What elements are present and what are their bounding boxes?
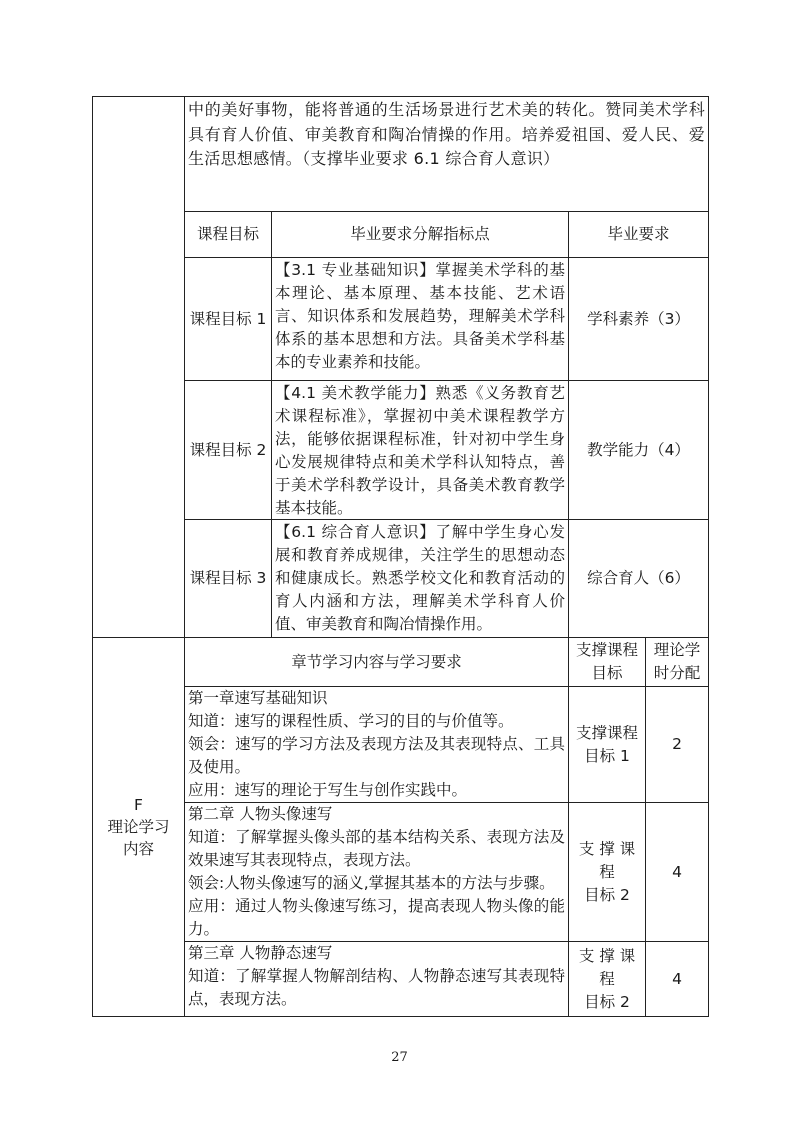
header-course-goal: 课程目标: [196, 225, 259, 243]
goal-label: 课程目标 3: [189, 569, 267, 587]
goal-requirement: 教学能力（4）: [587, 440, 690, 459]
goal-indicator-text: 【6.1 综合育人意识】了解中学生身心发展和教育养成规律，关注学生的思想动态和健康成长。熟悉学校文化和教育活动的育人内涵和方法，理解美术学科育人价值、审美教育和陶冶情操作用。: [275, 523, 565, 633]
goal-requirement: 学科素养（3）: [587, 309, 690, 328]
goal-label: 课程目标 2: [189, 440, 267, 459]
chapter-support-goal: 支撑课程 目标 1: [575, 723, 638, 765]
chapter-hours: 4: [672, 969, 682, 988]
header-hours: 理论学 时分配: [653, 641, 701, 682]
chapter-content: 第三章 人物静态速写 知道：了解掌握人物解剖结构、人物静态速写其表现特点，表现方法。: [188, 944, 565, 1008]
chapter-support-goal: 支 撑 课 程 目标 2: [578, 839, 636, 904]
header-support-goal: 支撑课程 目标: [575, 641, 638, 682]
chapter-support-goal: 支 撑 课 程 目标 2: [578, 946, 636, 1011]
section-label: F 理论学习 内容: [107, 796, 170, 858]
top-block-text: 中的美好事物，能将普通的生活场景进行艺术美的转化。赞同美术学科具有育人价值、审美教育和陶冶情操的作用。培养爱祖国、爱人民、爱生活思想感情。（支撑毕业要求 6.1 综合育人意识）: [188, 100, 705, 168]
header-indicator: 毕业要求分解指标点: [350, 225, 490, 243]
chapter-hours: 4: [672, 862, 682, 881]
goal-indicator-text: 【4.1 美术教学能力】熟悉《义务教育艺术课程标准》，掌握初中美术课程教学方法，能够依据课程标准，针对初中学生身心发展规律特点和美术学科认知特点，善于美术学科教学设计，具备美术教育教学基本技能。: [275, 384, 565, 517]
goal-requirement: 综合育人（6）: [587, 569, 690, 587]
table-border: [708, 96, 709, 1017]
header-requirement: 毕业要求: [607, 225, 670, 243]
goal-indicator-text: 【3.1 专业基础知识】掌握美术学科的基本理论、基本原理、基本技能、艺术语言、知识体系和发展趋势，理解美术学科体系的基本思想和方法。具备美术学科基本的专业素养和技能。: [275, 261, 565, 371]
chapter-content: 第二章 人物头像速写 知道：了解掌握头像头部的基本结构关系、表现方法及效果速写其表现特点，表现方法。 领会:人物头像速写的涵义,掌握其基本的方法与步骤。 应用：通过人物头像速写练习，提高表现人物头像的能力。: [188, 805, 565, 938]
header-chapter-content: 章节学习内容与学习要求: [291, 652, 462, 671]
goal-label: 课程目标 1: [189, 309, 267, 328]
page-number: 27: [391, 1050, 408, 1065]
chapter-hours: 2: [672, 735, 682, 753]
chapter-content: 第一章速写基础知识 知道：速写的课程性质、学习的目的与价值等。 领会：速写的学习方法及表现方法及其表现特点、工具及使用。 应用：速写的理论于写生与创作实践中。: [188, 689, 565, 799]
table-border: [92, 1016, 709, 1017]
